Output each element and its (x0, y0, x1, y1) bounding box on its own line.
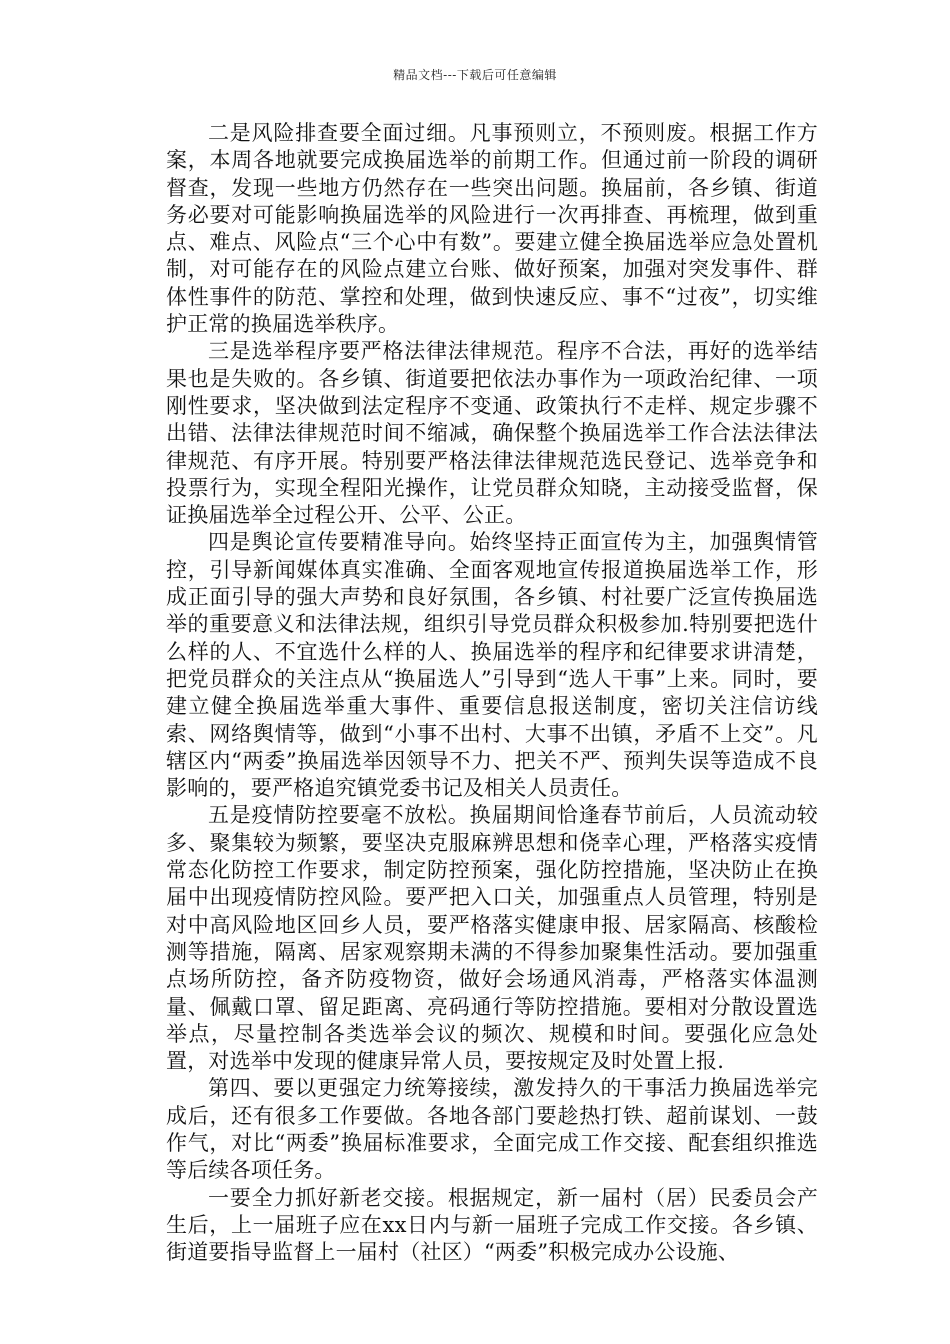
paragraph-epidemic-control: 五是疫情防控要毫不放松。换届期间恰逢春节前后，人员流动较多、聚集较为频繁，要坚决克服麻辨思想和侥幸心理，严格落实疫情常态化防控工作要求，制定防控预案，强化防控措施，坚决防止在换届中出现疫情防控风险。要严把入口关，加强重点人员管理，特别是对中高风险地区回乡人员，要严格落实健康申报、居家隔高、核酸检测等措施，隔离、居家观察期未满的不得参加聚集性活动。要加强重点场所防控，备齐防疫物资，做好会场通风消毒，严格落实体温测量、佩戴口罩、留足距离、亮码通行等防控措施。要相对分散设置选举点，尽量控制各类选举会议的频次、规模和时间。要强化应急处置，对选举中发现的健康异常人员，要按规定及时处置上报. (166, 803, 818, 1074)
paragraph-election-procedure: 三是选举程序要严格法律法律规范。程序不合法，再好的选举结果也是失败的。各乡镇、街道要把依法办事作为一项政治纪律、一项刚性要求，坚决做到法定程序不变通、政策执行不走样、规定步骤不出错、法律法律规范时间不缩减，确保整个换届选举工作合法法律法律规范、有序开展。特别要严格法律法律规范选民登记、选举竞争和投票行为，实现全程阳光操作，让党员群众知晓，主动接受监督，保证换届选举全过程公开、公平、公正。 (166, 339, 818, 528)
paragraph-section-four: 第四、要以更强定力统筹接续，激发持久的干事活力换届选举完成后，还有很多工作要做。各地各部门要趁热打铁、超前谋划、一鼓作气，对比“两委”换届标准要求，全面完成工作交接、配套组织推选等后续各项任务。 (166, 1076, 818, 1183)
paragraph-risk-check: 二是风险排查要全面过细。凡事预则立，不预则废。根据工作方案，本周各地就要完成换届选举的前期工作。但通过前一阶段的调研督查，发现一些地方仍然存在一些突出问题。换届前，各乡镇、街道务必要对可能影响换届选举的风险进行一次再排查、再梳理，做到重点、难点、风险点“三个心中有数”。要建立健全换届选举应急处置机制，对可能存在的风险点建立台账、做好预案，加强对突发事件、群体性事件的防范、掌控和处理，做到快速反应、事不“过夜”，切实维护正常的换届选举秩序。 (166, 121, 818, 337)
document-body (166, 120, 818, 1266)
paragraph-public-opinion: 四是舆论宣传要精准导向。始终坚持正面宣传为主，加强舆情管控，引导新闻媒体真实准确、全面客观地宣传报道换届选举工作，形成正面引导的强大声势和良好氛围，各乡镇、村社要广泛宣传换届选举的重要意义和法律法规，组织引导党员群众积极参加.特别要把选什么样的人、不宜选什么样的人、换届选举的程序和纪律要求讲清楚，把党员群众的关注点从“换届选人”引导到“选人干事”上来。同时，要建立健全换届选举重大事件、重要信息报送制度，密切关注信访线索、网络舆情等，做到“小事不出村、大事不出镇，矛盾不上交”。凡辖区内“两委”换届选举因领导不力、把关不严、预判失误等造成不良影响的，要严格追究镇党委书记及相关人员责任。 (166, 530, 818, 801)
page-header: 精品文档---下载后可任意编辑 (393, 68, 557, 82)
paragraph-handover: 一要全力抓好新老交接。根据规定，新一届村（居）民委员会产生后，上一届班子应在xx日内与新一届班子完成工作交接。各乡镇、街道要指导监督上一届村（社区）“两委”积极完成办公设施、 (166, 1185, 818, 1265)
